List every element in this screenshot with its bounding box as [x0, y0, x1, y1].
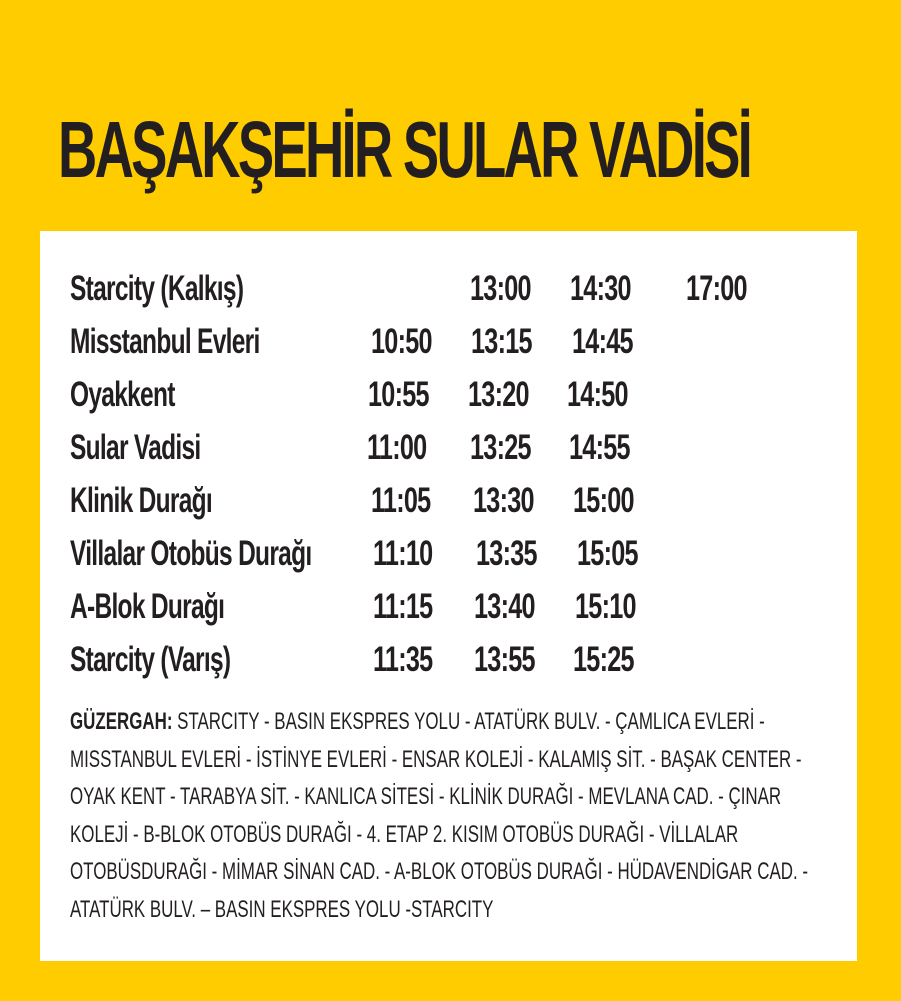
stop-name: Sular Vadisi	[70, 428, 201, 467]
departure-time: 13:30	[473, 481, 534, 520]
schedule-card	[40, 231, 857, 961]
stop-name: Villalar Otobüs Durağı	[70, 534, 312, 573]
departure-time: 13:15	[471, 322, 532, 361]
departure-time: 15:10	[575, 587, 636, 626]
departure-time: 13:35	[476, 534, 537, 573]
schedule-row	[40, 269, 857, 309]
departure-time: 11:35	[373, 640, 433, 679]
departure-time: 10:50	[371, 322, 432, 361]
stop-name: Oyakkent	[70, 375, 175, 414]
departure-time: 11:10	[373, 534, 433, 573]
departure-time: 11:05	[371, 481, 431, 520]
departure-time: 10:55	[368, 375, 429, 414]
departure-time: 15:05	[577, 534, 638, 573]
departure-time: 11:00	[367, 428, 427, 467]
departure-time: 15:00	[573, 481, 634, 520]
schedule-row	[40, 375, 857, 415]
departure-time: 14:55	[569, 428, 630, 467]
schedule-row	[40, 481, 857, 521]
route-label: GÜZERGAH:	[70, 708, 173, 735]
departure-time: 13:55	[474, 640, 535, 679]
schedule-row	[40, 428, 857, 468]
stop-name: A-Blok Durağı	[70, 587, 225, 626]
schedule-row	[40, 534, 857, 574]
departure-time: 14:30	[570, 269, 631, 308]
stop-name: Starcity (Varış)	[70, 640, 231, 679]
schedule-row	[40, 587, 857, 627]
schedule-row	[40, 640, 857, 680]
departure-time: 13:00	[470, 269, 531, 308]
departure-time: 15:25	[573, 640, 634, 679]
route-stops-text: STARCITY - BASIN EKSPRES YOLU - ATATÜRK BULV. - ÇAMLICA EVLERİ - MISSTANBUL EVLERİ - İSTİNYE EVLERİ - ENSAR KOLEJİ - KALAMIŞ SİT. - BAŞAK CENTER - OYAK KENT - TARABYA SİT. - KANLICA SİTESİ - KLİNİK DURAĞI - MEVLANA CAD. - ÇINAR KOLEJİ - B-BLOK OTOBÜS DURAĞI - 4. ETAP 2. KISIM OTOBÜS DURAĞI - VİLLALAR OTOBÜSDURAĞI - MİMAR SİNAN CAD. - A-BLOK OTOBÜS DURAĞI - HÜDAVENDİGAR CAD. - ATATÜRK BULV. – BASIN EKSPRES YOLU -STARCITY	[70, 708, 808, 923]
page-title: BAŞAKŞEHİR SULAR VADİSİ	[58, 105, 751, 194]
departure-time: 13:25	[470, 428, 531, 467]
stop-name: Klinik Durağı	[70, 481, 213, 520]
stop-name: Starcity (Kalkış)	[70, 269, 244, 308]
departure-time: 13:20	[468, 375, 529, 414]
departure-time: 14:45	[572, 322, 633, 361]
departure-time: 14:50	[567, 375, 628, 414]
stop-name: Misstanbul Evleri	[70, 322, 260, 361]
departure-time: 17:00	[686, 269, 747, 308]
departure-time: 11:15	[373, 587, 433, 626]
schedule-row	[40, 322, 857, 362]
route-description	[70, 703, 831, 928]
departure-time: 13:40	[474, 587, 535, 626]
